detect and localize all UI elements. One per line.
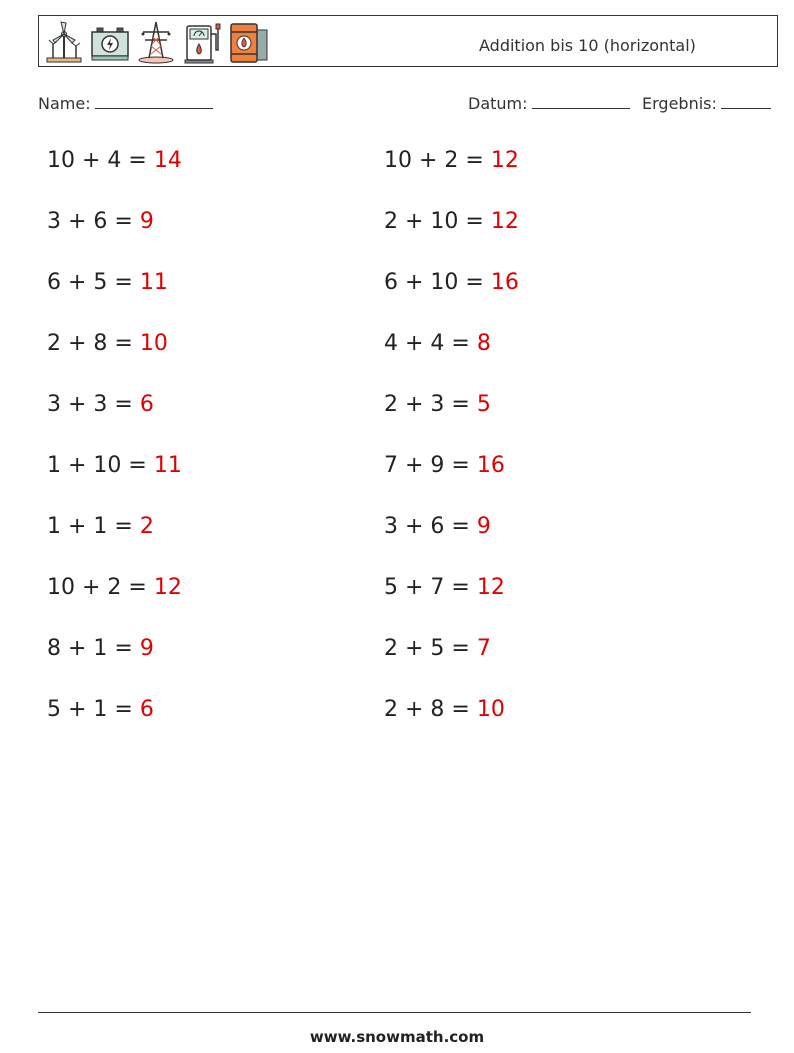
footer-divider xyxy=(38,1012,751,1013)
problem-item xyxy=(384,453,505,478)
footer-url: www.snowmath.com xyxy=(309,1028,485,1046)
problem-answer: 2 xyxy=(139,514,154,539)
problem-answer: 12 xyxy=(153,575,182,600)
problem-item xyxy=(384,636,491,661)
result-blank xyxy=(721,94,771,109)
problem-question: 5 + 7 = xyxy=(384,575,477,600)
problem-question: 4 + 4 = xyxy=(384,331,477,356)
problem-answer: 12 xyxy=(476,575,505,600)
problem-item xyxy=(384,392,491,417)
power-pylon-icon xyxy=(135,20,177,64)
problem-item xyxy=(47,697,154,722)
problem-answer: 16 xyxy=(476,453,505,478)
problem-item xyxy=(384,514,491,539)
problem-item xyxy=(47,148,182,173)
date-field xyxy=(468,94,630,113)
problem-answer: 8 xyxy=(476,331,491,356)
worksheet-title: Addition bis 10 (horizontal) xyxy=(479,36,696,55)
problem-question: 3 + 6 = xyxy=(47,209,140,234)
problem-item xyxy=(47,514,154,539)
header-icons xyxy=(43,19,269,65)
problem-answer: 14 xyxy=(153,148,182,173)
problem-answer: 7 xyxy=(476,636,491,661)
problem-answer: 6 xyxy=(139,392,154,417)
problem-question: 5 + 1 = xyxy=(47,697,140,722)
problem-answer: 9 xyxy=(139,636,154,661)
problem-question: 10 + 2 = xyxy=(384,148,491,173)
problem-item xyxy=(384,575,505,600)
problem-answer: 10 xyxy=(139,331,168,356)
problem-question: 10 + 2 = xyxy=(47,575,154,600)
problem-answer: 5 xyxy=(476,392,491,417)
oil-barrel-icon xyxy=(227,20,269,64)
problem-question: 2 + 5 = xyxy=(384,636,477,661)
problem-item xyxy=(384,697,505,722)
problem-answer: 9 xyxy=(139,209,154,234)
problem-question: 10 + 4 = xyxy=(47,148,154,173)
date-label: Datum: xyxy=(468,94,528,113)
problem-item xyxy=(47,270,168,295)
problem-item xyxy=(384,209,519,234)
date-blank xyxy=(532,94,630,109)
problem-answer: 10 xyxy=(476,697,505,722)
problem-question: 8 + 1 = xyxy=(47,636,140,661)
problem-question: 2 + 10 = xyxy=(384,209,491,234)
result-field xyxy=(642,94,771,113)
problem-answer: 11 xyxy=(153,453,182,478)
problem-item xyxy=(47,575,182,600)
problem-answer: 12 xyxy=(490,209,519,234)
wind-turbine-icon xyxy=(43,20,85,64)
problem-answer: 16 xyxy=(490,270,519,295)
problem-answer: 12 xyxy=(490,148,519,173)
problem-item xyxy=(47,331,168,356)
problem-item xyxy=(47,636,154,661)
problem-question: 2 + 8 = xyxy=(384,697,477,722)
problem-item xyxy=(384,148,519,173)
problem-question: 1 + 10 = xyxy=(47,453,154,478)
problem-question: 2 + 8 = xyxy=(47,331,140,356)
battery-icon xyxy=(89,20,131,64)
problem-question: 6 + 5 = xyxy=(47,270,140,295)
problem-item xyxy=(384,331,491,356)
problem-answer: 9 xyxy=(476,514,491,539)
problem-answer: 6 xyxy=(139,697,154,722)
problem-question: 2 + 3 = xyxy=(384,392,477,417)
fuel-pump-icon xyxy=(181,20,223,64)
name-label: Name: xyxy=(38,94,91,113)
problem-item xyxy=(384,270,519,295)
problem-question: 3 + 3 = xyxy=(47,392,140,417)
result-label: Ergebnis: xyxy=(642,94,717,113)
problem-question: 7 + 9 = xyxy=(384,453,477,478)
name-blank xyxy=(95,94,213,109)
problem-item xyxy=(47,392,154,417)
problem-item xyxy=(47,453,182,478)
problem-question: 3 + 6 = xyxy=(384,514,477,539)
worksheet-header xyxy=(38,15,778,67)
problem-item xyxy=(47,209,154,234)
problem-answer: 11 xyxy=(139,270,168,295)
problem-question: 6 + 10 = xyxy=(384,270,491,295)
name-field xyxy=(38,94,213,113)
problem-question: 1 + 1 = xyxy=(47,514,140,539)
